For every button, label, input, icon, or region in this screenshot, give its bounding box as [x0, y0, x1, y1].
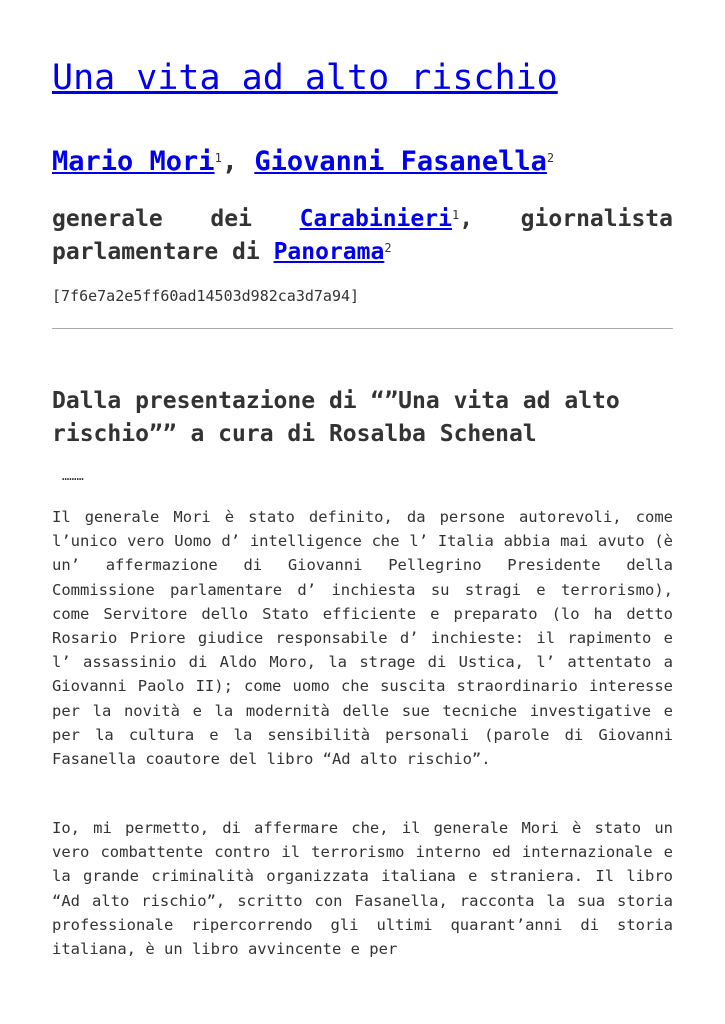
- author-footnote-marker: 2: [546, 151, 555, 165]
- title-link[interactable]: Una vita ad alto rischio: [52, 58, 558, 98]
- author-separator: ,: [221, 146, 255, 177]
- author-footnote-marker: 1: [214, 151, 222, 165]
- affiliation-footnote-marker: 2: [384, 241, 392, 255]
- affiliation-text: generale dei: [52, 206, 300, 232]
- section-divider: [52, 328, 673, 329]
- affiliation-footnote-marker: 1: [451, 208, 460, 222]
- affiliation-link-carabinieri[interactable]: Carabinieri: [299, 206, 452, 232]
- page-title: [52, 56, 558, 100]
- document-hash: [7f6e7a2e5ff60ad14503d982ca3d7a94]: [52, 287, 360, 305]
- ellipsis-marker: ………: [62, 469, 84, 483]
- affiliation-text: , giornalista parlamentare di: [52, 206, 687, 265]
- section-heading: Dalla presentazione di “”Una vita ad alto rischio”” a cura di Rosalba Schenal: [52, 388, 620, 447]
- body-paragraph: Il generale Mori è stato definito, da persone autorevoli, come l’unico vero Uomo d’ intelligence che l’ Italia abbia mai avuto (è un’ affermazione di Giovanni Pellegrino Presidente della Commissione parlamentare d’ inchiesta su stragi e terrorismo), come Servitore dello Stato efficiente e preparato (lo ha detto Rosario Priore giudice responsabile d’ inchieste: il rapimento e l’ assassinio di Aldo Moro, la strage di Ustica, l’ attentato a Giovanni Paolo II); come uomo che suscita straordinario interesse per la novità e la modernità delle sue tecniche investigative e per la cultura e la sensibilità personali (parole di Giovanni Fasanella coautore del libro “Ad alto rischio”.: [52, 508, 673, 769]
- affiliation-link-panorama[interactable]: Panorama: [273, 239, 385, 265]
- author-line: [52, 142, 554, 182]
- author-link-mario-mori[interactable]: Mario Mori: [52, 146, 215, 177]
- body-paragraph: Io, mi permetto, di affermare che, il generale Mori è stato un vero combattente contro il terrorismo interno ed internazionale e la grande criminalità organizzata italiana e straniera. Il libro “Ad alto rischio”, scritto con Fasanella, racconta la sua storia professionale ripercorrendo gli ultimi quarant’anni di storia italiana, è un libro avvincente e per: [52, 819, 673, 959]
- author-link-giovanni-fasanella[interactable]: Giovanni Fasanella: [254, 146, 547, 177]
- author-affiliations: [52, 203, 687, 269]
